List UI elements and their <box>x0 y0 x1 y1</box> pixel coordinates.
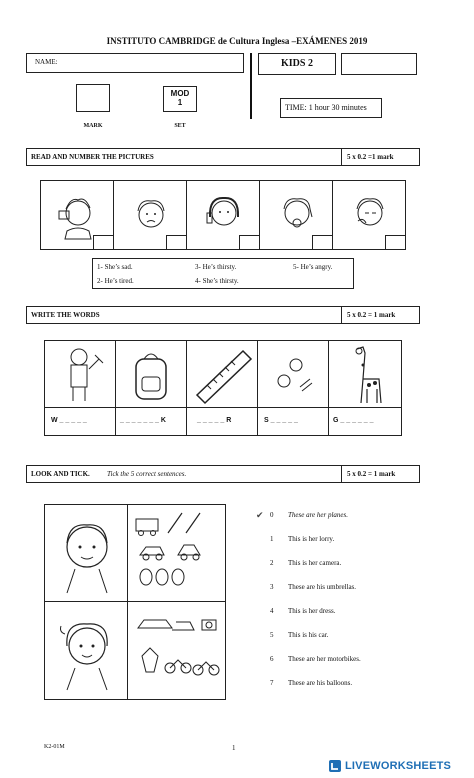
mark-box[interactable] <box>76 84 110 112</box>
word-field-2[interactable] <box>115 407 187 436</box>
sentence-text: This is her camera. <box>288 559 342 567</box>
answer-box-1[interactable] <box>93 235 113 249</box>
level-blank-box[interactable] <box>341 53 417 75</box>
set-label: SET <box>174 123 186 129</box>
section3-score: 5 x 0.2 = 1 mark <box>347 470 396 478</box>
girl-items-icon <box>132 606 222 696</box>
picture-boy-face <box>44 504 128 602</box>
word-field-4[interactable] <box>257 407 329 436</box>
word-1: W _ _ _ _ _ <box>51 417 87 424</box>
boy-sad-icon <box>126 191 176 241</box>
brand-name: LIVEWORKSHEETS <box>345 760 452 772</box>
boy-windmill-icon <box>59 345 105 405</box>
time-box <box>280 98 382 118</box>
word-4: S _ _ _ _ _ <box>264 417 298 424</box>
boy-face-icon <box>57 515 117 595</box>
picture-girl-items <box>127 601 226 700</box>
mark-label: MARK <box>83 123 103 129</box>
sentence-row[interactable] <box>250 631 450 645</box>
time-label: TIME: 1 hour 30 minutes <box>285 103 367 112</box>
sentence-number: 6 <box>270 655 274 663</box>
option-3: 3- He’s thirsty. <box>195 263 237 271</box>
backpack-icon <box>130 349 176 405</box>
word-3: _ _ _ _ _ R <box>197 417 232 424</box>
name-field[interactable] <box>26 53 244 73</box>
word-field-3[interactable] <box>186 407 258 436</box>
sentence-row[interactable] <box>250 583 450 597</box>
picture-boy-drinking <box>40 180 114 250</box>
sentence-row[interactable] <box>250 679 450 693</box>
name-label: NAME: <box>35 58 58 66</box>
sentence-row[interactable] <box>250 511 450 525</box>
section3-title: LOOK AND TICK. <box>31 470 90 478</box>
tick-mark: ✔ <box>256 510 264 520</box>
section2-header <box>26 306 420 324</box>
liveworksheets-logo-icon <box>328 759 342 773</box>
picture-sweets <box>257 340 329 408</box>
mod-box <box>163 86 197 112</box>
sentence-number: 2 <box>270 559 274 567</box>
sentence-text: This is her lorry. <box>288 535 335 543</box>
answer-box-4[interactable] <box>312 235 332 249</box>
word-2: _ _ _ _ _ _ _ K <box>120 417 166 424</box>
answer-box-3[interactable] <box>239 235 259 249</box>
picture-girl-face <box>44 601 128 700</box>
girl-phone-icon <box>199 191 249 241</box>
section2-score: 5 x 0.2 = 1 mark <box>347 311 396 319</box>
mod-number: 1 <box>177 98 183 107</box>
option-1: 1- She’s sad. <box>97 263 133 271</box>
picture-girl-phone <box>186 180 260 250</box>
sentence-number: 3 <box>270 583 274 591</box>
sentence-number: 4 <box>270 607 274 615</box>
word-5: G _ _ _ _ _ _ <box>333 417 374 424</box>
section1-score: 5 x 0.2 =1 mark <box>347 153 394 161</box>
sentence-text: These are his umbrellas. <box>288 583 357 591</box>
giraffe-icon <box>341 343 391 407</box>
word-field-5[interactable] <box>328 407 402 436</box>
sentence-text: These are his balloons. <box>288 679 353 687</box>
section1-picture-strip <box>40 180 406 250</box>
level-box <box>258 53 336 75</box>
picture-giraffe <box>328 340 402 408</box>
option-2: 2- He’s tired. <box>97 277 134 285</box>
girl-face-icon <box>57 612 117 692</box>
sentence-number: 1 <box>270 535 274 543</box>
section3-instruction: Tick the 5 correct sentences. <box>107 470 187 478</box>
mod-label: MOD <box>170 89 190 98</box>
option-4: 4- She’s thirsty. <box>195 277 239 285</box>
picture-boy-items <box>127 504 226 602</box>
sentence-text: This is her dress. <box>288 607 336 615</box>
boy-tired-icon <box>345 191 395 241</box>
sweets-icon <box>268 351 318 401</box>
section2-grid <box>44 340 402 436</box>
picture-boy-with-windmill <box>44 340 116 408</box>
section3-sentence-list <box>250 508 450 692</box>
sentence-row[interactable] <box>250 535 450 549</box>
answer-box-5[interactable] <box>385 235 405 249</box>
section2-title: WRITE THE WORDS <box>31 311 100 319</box>
footer-code: K2-01M <box>44 744 65 750</box>
ruler-icon <box>193 345 253 405</box>
sentence-row[interactable] <box>250 655 450 669</box>
brand-logo <box>328 757 472 775</box>
section1-title: READ AND NUMBER THE PICTURES <box>31 153 154 161</box>
boy-drinking-icon <box>53 191 103 241</box>
answer-box-2[interactable] <box>166 235 186 249</box>
level-label: KIDS 2 <box>281 58 313 69</box>
option-5: 5- He’s angry. <box>293 263 333 271</box>
sentence-text: These are her motorbikes. <box>288 655 361 663</box>
section3-picture-grid <box>44 504 226 700</box>
page-number: 1 <box>232 744 236 752</box>
section1-divider <box>341 149 342 165</box>
section1-options-box <box>92 258 354 289</box>
sentence-number: 5 <box>270 631 274 639</box>
boy-items-icon <box>132 509 222 599</box>
picture-backpack <box>115 340 187 408</box>
section2-divider <box>341 307 342 323</box>
section1-header <box>26 148 420 166</box>
sentence-row[interactable] <box>250 559 450 573</box>
section3-divider <box>341 466 342 482</box>
section3-header <box>26 465 420 483</box>
picture-boy-tired <box>332 180 406 250</box>
girl-eating-icon <box>272 191 322 241</box>
sentence-number: 0 <box>270 511 274 519</box>
sentence-text: This is his car. <box>288 631 329 639</box>
word-field-1[interactable] <box>44 407 116 436</box>
page-title: INSTITUTO CAMBRIDGE de Cultura Inglesa –EXÁMENES 2019 <box>106 36 368 46</box>
sentence-number: 7 <box>270 679 274 687</box>
header-divider <box>250 53 252 119</box>
sentence-row[interactable] <box>250 607 450 621</box>
picture-girl-eating <box>259 180 333 250</box>
picture-boy-sad <box>113 180 187 250</box>
picture-ruler <box>186 340 258 408</box>
sentence-text: These are her planes. <box>288 511 349 519</box>
